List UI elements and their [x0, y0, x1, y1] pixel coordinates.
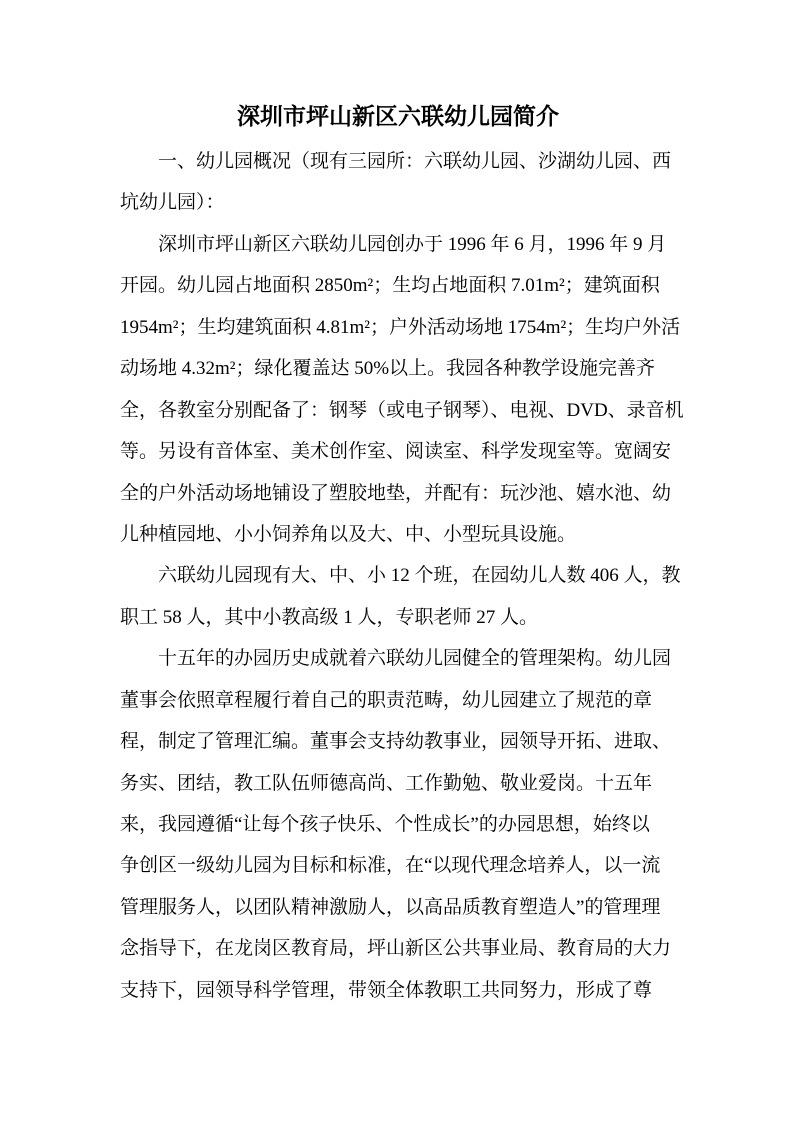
- text-line: 十五年的办园历史成就着六联幼儿园健全的管理架构。幼儿园: [158, 648, 672, 670]
- text-line: 坑幼儿园）：: [120, 192, 225, 214]
- text-line: 务实、团结，教工队伍师德高尚、工作勤勉、敬业爱岗。十五年: [120, 772, 653, 794]
- text-line: 程，制定了管理汇编。董事会支持幼教事业，园领导开拓、进取、: [120, 731, 672, 753]
- text-line: 念指导下，在龙岗区教育局，坪山新区公共事业局、教育局的大力: [120, 938, 672, 960]
- text-line: 争创区一级幼儿园为目标和标准，在“以现代理念培养人，以一流: [120, 855, 661, 877]
- text-line: 开园。幼儿园占地面积 2850m²；生均占地面积 7.01m²；建筑面积: [120, 275, 660, 297]
- text-line: 六联幼儿园现有大、中、小 12 个班，在园幼儿人数 406 人，教: [158, 565, 681, 587]
- text-line: 职工 58 人，其中小教高级 1 人，专职老师 27 人。: [120, 606, 539, 628]
- para-enrollment-staff: [120, 555, 681, 638]
- text-line: 儿种植园地、小小饲养角以及大、中、小型玩具设施。: [120, 523, 577, 545]
- text-line: 1954m²；生均建筑面积 4.81m²；户外活动场地 1754m²；生均户外活: [120, 316, 681, 338]
- text-line: 等。另设有音体室、美术创作室、阅读室、科学发现室等。宽阔安: [120, 441, 672, 463]
- text-line: 动场地 4.32m²；绿化覆盖达 50%以上。我园各种教学设施完善齐: [120, 358, 656, 380]
- text-line: 全的户外活动场地铺设了塑胶地垫，并配有：玩沙池、嬉水池、幼: [120, 482, 672, 504]
- para-campus-facilities: [120, 224, 684, 556]
- text-line: 一、幼儿园概况（现有三园所：六联幼儿园、沙湖幼儿园、西: [158, 151, 672, 172]
- text-line: 管理服务人，以团队精神激励人，以高品质教育塑造人”的管理理: [120, 896, 661, 918]
- text-line: 支持下，园领导科学管理，带领全体教职工共同努力，形成了尊: [120, 979, 653, 1001]
- document-title: 深圳市坪山新区六联幼儿园简介: [237, 104, 559, 129]
- text-line: 董事会依照章程履行着自己的职责范畴，幼儿园建立了规范的章: [120, 689, 653, 711]
- para-management-history: [120, 638, 676, 1011]
- text-line: 来，我园遵循“让每个孩子快乐、个性成长”的办园思想，始终以: [120, 814, 650, 835]
- text-line: 深圳市坪山新区六联幼儿园创办于 1996 年 6 月，1996 年 9 月: [158, 233, 667, 255]
- text-line: 全，各教室分别配备了：钢琴（或电子钢琴）、电视、DVD、录音机: [120, 399, 684, 421]
- para-overview-heading: [120, 141, 676, 224]
- document-content: [120, 103, 684, 1011]
